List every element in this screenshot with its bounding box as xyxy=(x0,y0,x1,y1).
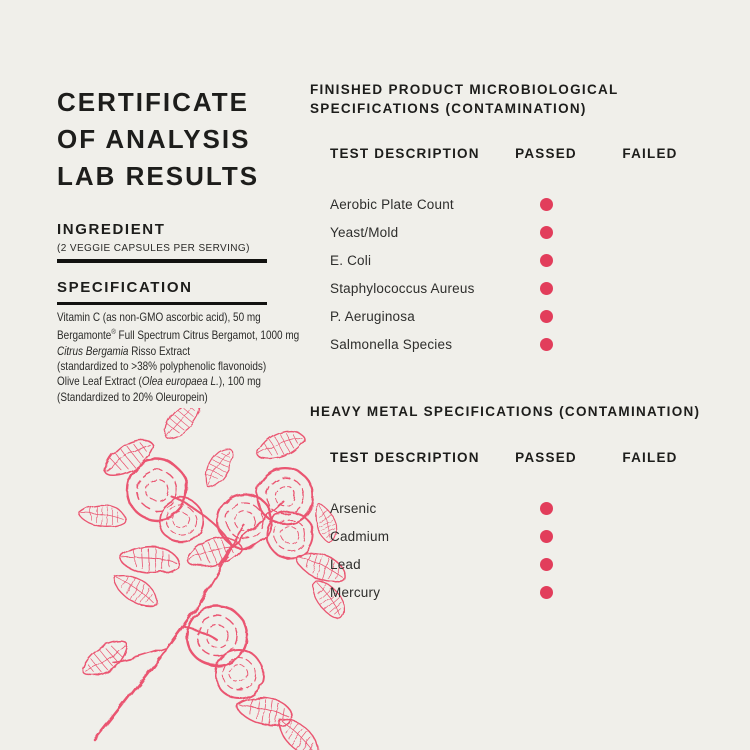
specification-line: Bergamonte® Full Spectrum Citrus Bergamot, 1000 mg xyxy=(57,329,300,343)
test-description: Mercury xyxy=(330,584,381,600)
table-row xyxy=(330,274,714,302)
passed-cell xyxy=(506,310,586,323)
table-row xyxy=(330,302,714,330)
heavy-metal-table-rows xyxy=(330,494,714,606)
passed-dot xyxy=(540,502,553,515)
results-column xyxy=(310,0,722,750)
table-header xyxy=(330,146,714,161)
test-description: P. Aeruginosa xyxy=(330,308,415,324)
passed-dot xyxy=(540,338,553,351)
table-row xyxy=(330,550,714,578)
heavy-metal-section-title: HEAVY METAL SPECIFICATIONS (CONTAMINATION) xyxy=(310,404,701,419)
table-row xyxy=(330,190,714,218)
passed-dot xyxy=(540,226,553,239)
page-title-line: CERTIFICATE xyxy=(57,87,249,117)
passed-dot xyxy=(540,282,553,295)
column-passed: PASSED xyxy=(515,146,577,161)
specification-heading: SPECIFICATION xyxy=(57,279,193,296)
microbiological-table-rows xyxy=(330,190,714,358)
specification-line: Citrus Bergamia Risso Extract xyxy=(57,344,190,358)
test-description: Staphylococcus Aureus xyxy=(330,280,475,296)
passed-cell xyxy=(506,558,586,571)
passed-cell xyxy=(506,198,586,211)
specification-line: (Standardized to 20% Oleuropein) xyxy=(57,390,208,404)
divider xyxy=(57,302,267,305)
serving-note: (2 VEGGIE CAPSULES PER SERVING) xyxy=(57,243,250,254)
test-description: Salmonella Species xyxy=(330,336,453,352)
divider xyxy=(57,259,267,263)
microbiological-section-title: FINISHED PRODUCT MICROBIOLOGICAL SPECIFICATIONS (CONTAMINATION) xyxy=(310,82,619,116)
column-failed: FAILED xyxy=(622,146,678,161)
passed-dot xyxy=(540,558,553,571)
table-row xyxy=(330,494,714,522)
passed-cell xyxy=(506,502,586,515)
test-description: Aerobic Plate Count xyxy=(330,196,454,212)
table-row xyxy=(330,522,714,550)
table-header xyxy=(330,450,714,465)
test-description: Arsenic xyxy=(330,500,377,516)
passed-cell xyxy=(506,282,586,295)
specification-line: Olive Leaf Extract (Olea europaea L.), 100 mg xyxy=(57,375,261,389)
column-passed: PASSED xyxy=(515,450,577,465)
table-row xyxy=(330,330,714,358)
page-title-line: LAB RESULTS xyxy=(57,161,260,191)
test-description: Cadmium xyxy=(330,528,390,544)
table-row xyxy=(330,246,714,274)
test-description: Lead xyxy=(330,556,361,572)
test-description: E. Coli xyxy=(330,252,372,268)
passed-cell xyxy=(506,254,586,267)
passed-dot xyxy=(540,586,553,599)
specification-line: Vitamin C (as non-GMO ascorbic acid), 50 mg xyxy=(57,311,261,324)
passed-dot xyxy=(540,254,553,267)
specification-line: (standardized to >38% polyphenolic flavonoids) xyxy=(57,360,267,374)
passed-dot xyxy=(540,198,553,211)
ingredient-heading: INGREDIENT xyxy=(57,221,166,238)
page-title-line: OF ANALYSIS xyxy=(57,124,251,154)
column-failed: FAILED xyxy=(622,450,678,465)
column-test-description: TEST DESCRIPTION xyxy=(330,450,480,465)
passed-dot xyxy=(540,530,553,543)
test-description: Yeast/Mold xyxy=(330,224,399,240)
passed-cell xyxy=(506,530,586,543)
specification-text xyxy=(57,310,299,405)
table-row xyxy=(330,218,714,246)
passed-dot xyxy=(540,310,553,323)
passed-cell xyxy=(506,338,586,351)
table-row xyxy=(330,578,714,606)
column-test-description: TEST DESCRIPTION xyxy=(330,146,480,161)
left-column xyxy=(57,0,307,750)
passed-cell xyxy=(506,226,586,239)
passed-cell xyxy=(506,586,586,599)
page-title xyxy=(57,84,259,195)
